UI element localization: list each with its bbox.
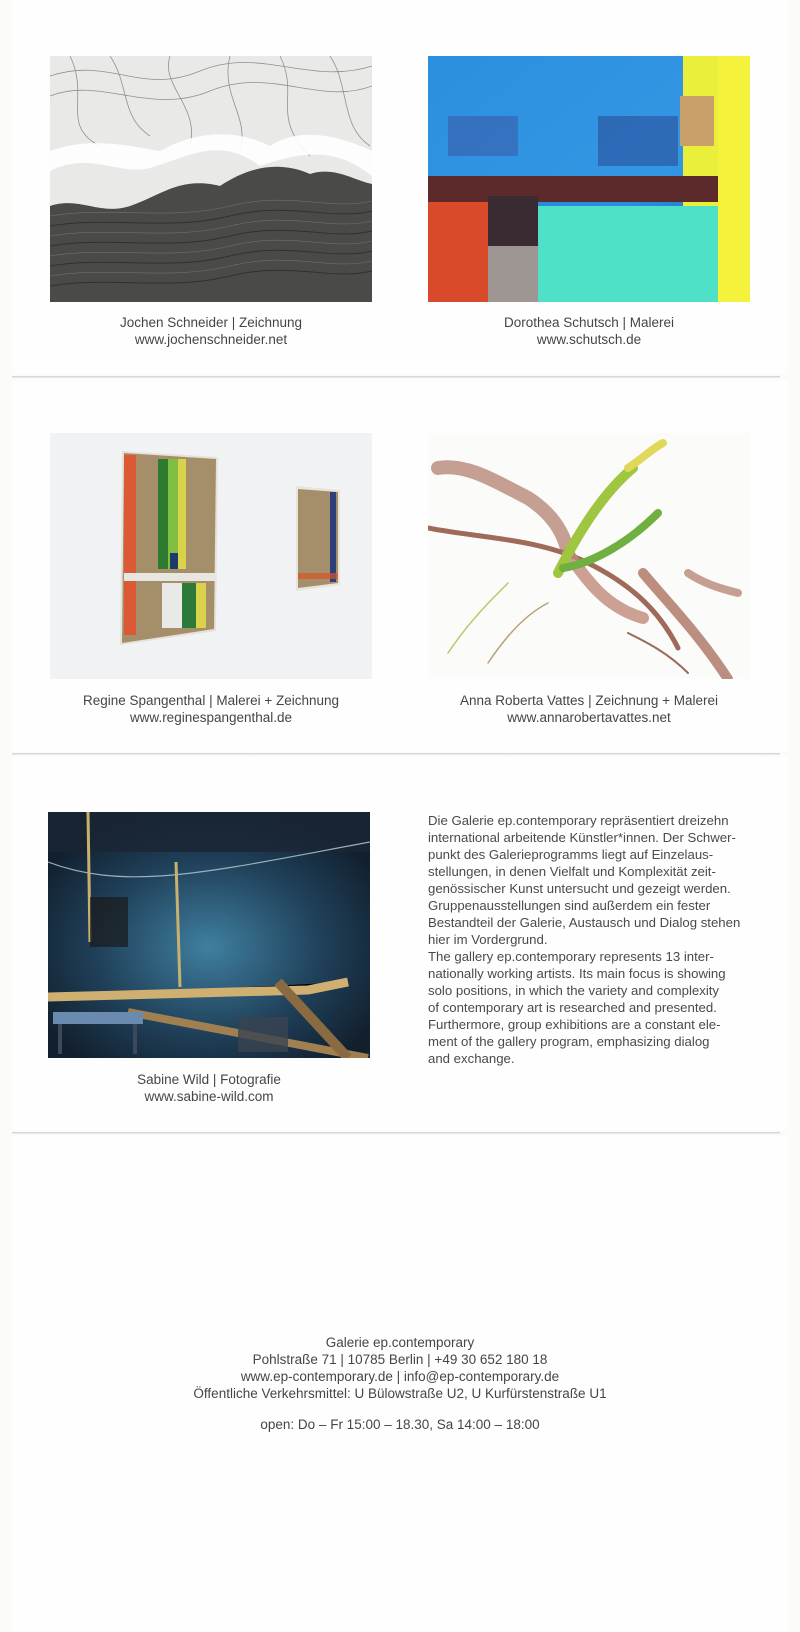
text-line: The gallery ep.contemporary represents 13 inter-	[428, 949, 714, 964]
text-line: nationally working artists. Its main focus is showing	[428, 966, 726, 981]
artist-name-line: Anna Roberta Vattes | Zeichnung + Malerei	[459, 693, 719, 708]
caption-jochen-schneider	[50, 314, 372, 348]
gallery-contact	[0, 1334, 800, 1433]
description-english	[428, 948, 768, 1067]
artist-website-link[interactable]: www.sabine-wild.com	[144, 1089, 274, 1104]
text-line: international arbeitende Künstler*innen. Der Schwer-	[428, 830, 736, 845]
caption-anna-roberta-vattes	[428, 692, 750, 726]
text-line: Die Galerie ep.contemporary repräsentiert dreizehn	[428, 813, 729, 828]
artist-website-link[interactable]: www.jochenschneider.net	[134, 332, 288, 347]
text-line: genössischer Kunst untersucht und gezeigt werden.	[428, 881, 731, 896]
artwork-anna-roberta-vattes	[428, 433, 750, 679]
artwork-dorothea-schutsch	[428, 56, 750, 302]
gallery-address: Pohlstraße 71 | 10785 Berlin | +49 30 652 180 18	[252, 1352, 548, 1367]
gallery-description	[428, 812, 768, 1067]
caption-dorothea-schutsch	[428, 314, 750, 348]
artwork-sabine-wild	[48, 812, 370, 1058]
artwork-regine-spangenthal	[50, 433, 372, 679]
text-line: Furthermore, group exhibitions are a constant ele-	[428, 1017, 721, 1032]
text-line: and exchange.	[428, 1051, 515, 1066]
text-line: Gruppenausstellungen sind außerdem ein fester	[428, 898, 711, 913]
artist-name-line: Sabine Wild | Fotografie	[137, 1072, 281, 1087]
artist-name-line: Regine Spangenthal | Malerei + Zeichnung	[82, 693, 340, 708]
text-line: punkt des Galerieprogramms liegt auf Einzelaus-	[428, 847, 714, 862]
artist-name-line: Dorothea Schutsch | Malerei	[503, 315, 675, 330]
text-line: ment of the gallery program, emphasizing dialog	[428, 1034, 710, 1049]
text-line: Bestandteil der Galerie, Austausch und Dialog stehen	[428, 915, 741, 930]
gallery-web-email[interactable]: www.ep-contemporary.de | info@ep-contemporary.de	[240, 1369, 560, 1384]
text-line: of contemporary art is researched and presented.	[428, 1000, 717, 1015]
artist-name-line: Jochen Schneider | Zeichnung	[119, 315, 303, 330]
artwork-jochen-schneider	[50, 56, 372, 302]
fold-line-3	[12, 1132, 780, 1134]
caption-regine-spangenthal	[50, 692, 372, 726]
artist-website-link[interactable]: www.reginespangenthal.de	[129, 710, 293, 725]
caption-sabine-wild	[48, 1071, 370, 1105]
gallery-transit: Öffentliche Verkehrsmittel: U Bülowstraße U2, U Kurfürstenstraße U1	[193, 1386, 607, 1401]
opening-hours: open: Do – Fr 15:00 – 18.30, Sa 14:00 – 18:00	[260, 1417, 540, 1432]
text-line: hier im Vordergrund.	[428, 932, 548, 947]
text-line: solo positions, in which the variety and complexity	[428, 983, 720, 998]
description-german	[428, 812, 768, 948]
artist-website-link[interactable]: www.annarobertavattes.net	[507, 710, 671, 725]
fold-line-2	[12, 753, 780, 755]
text-line: stellungen, in denen Vielfalt und Komplexität zeit-	[428, 864, 716, 879]
gallery-name: Galerie ep.contemporary	[325, 1335, 475, 1350]
fold-line-1	[12, 376, 780, 378]
artist-website-link[interactable]: www.schutsch.de	[536, 332, 642, 347]
